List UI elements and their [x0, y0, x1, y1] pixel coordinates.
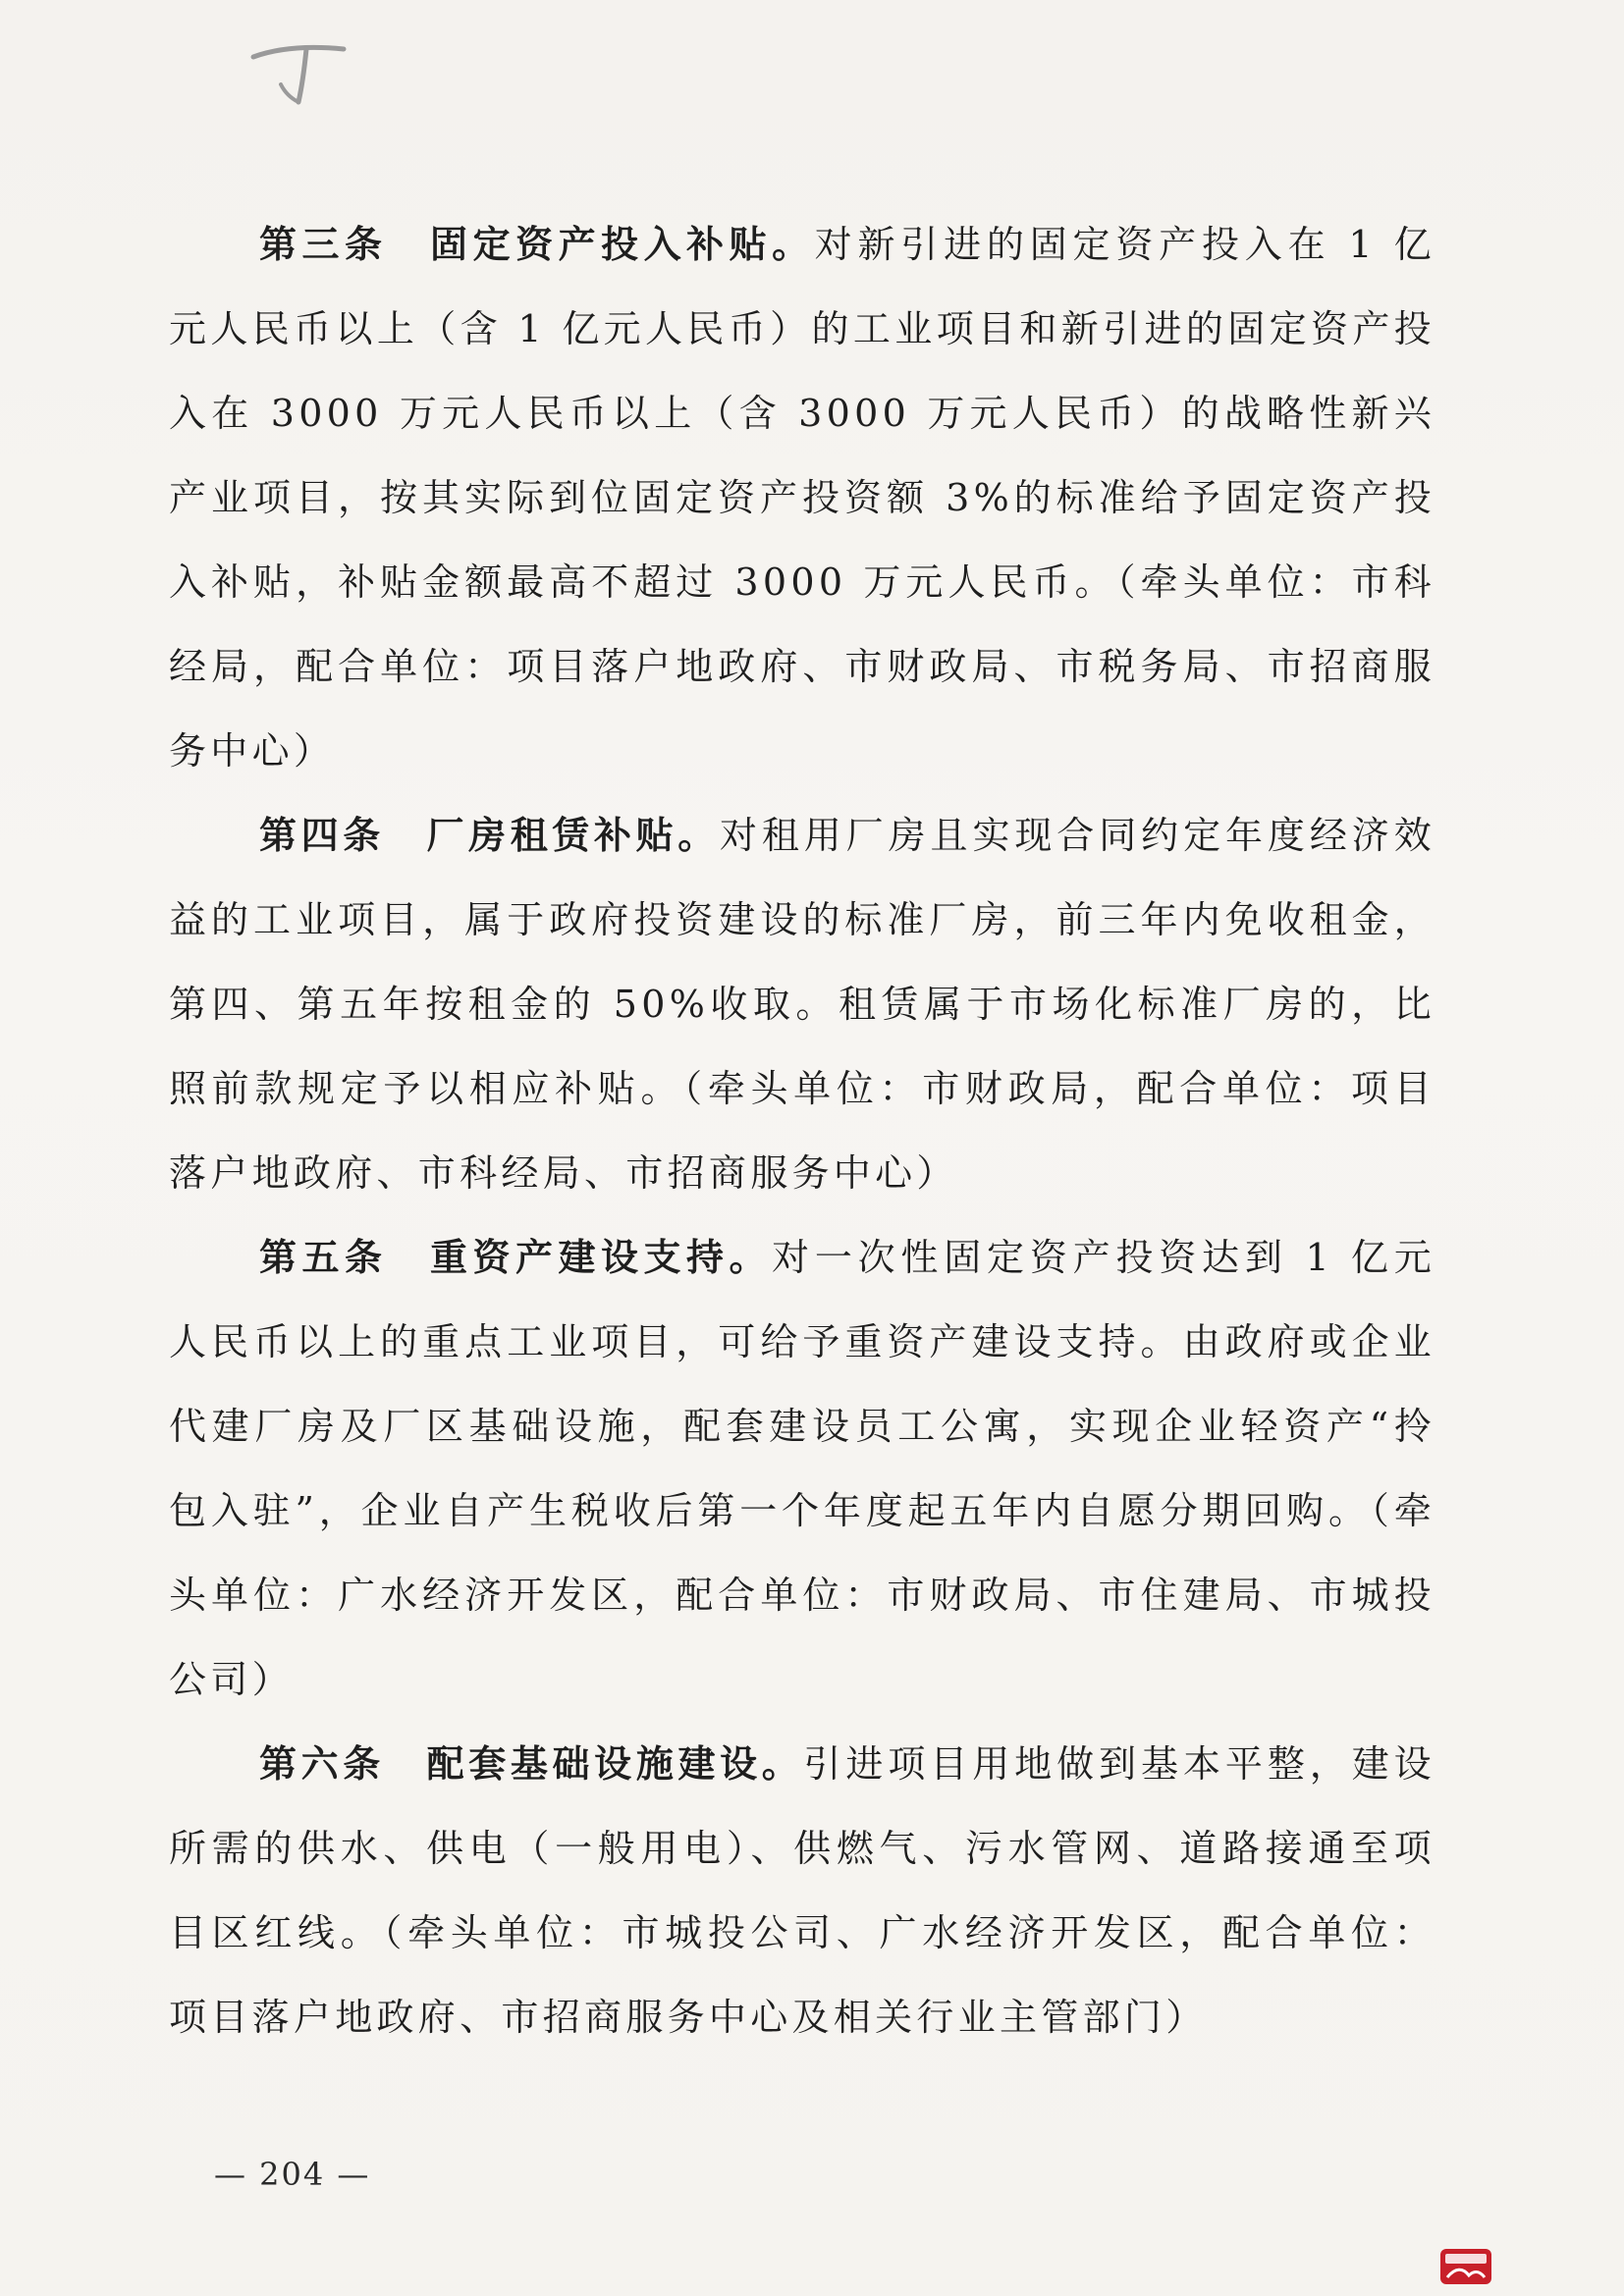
- handwritten-mark-icon: [245, 20, 353, 108]
- article-heading: 第三条 固定资产投入补贴。: [259, 222, 815, 266]
- article-heading: 第六条 配套基础设施建设。: [259, 1741, 804, 1786]
- article-body: 对一次性固定资产投资达到 1 亿元人民币以上的重点工业项目，可给予重资产建设支持。由政府或企业代建厂房及厂区基础设施，配套建设员工公寓，实现企业轻资产“拎包入驻”，企业自产生税收后第一个年度起五年内自愿分期回购。（牵头单位：广水经济开发区，配合单位：市财政局、市住建局、市城投公司）: [169, 1236, 1435, 1701]
- article-heading: 第五条 重资产建设支持。: [259, 1235, 773, 1279]
- watermark-logo-icon: [1439, 2248, 1492, 2285]
- article-3: [169, 202, 1435, 793]
- page-number: — 204 —: [214, 2156, 371, 2193]
- article-body: 引进项目用地做到基本平整，建设所需的供水、供电（一般用电）、供燃气、污水管网、道路接通至项目区红线。（牵头单位：市城投公司、广水经济开发区，配合单位：项目落户地政府、市招商服务中心及相关行业主管部门）: [169, 1742, 1435, 2039]
- article-4: [169, 793, 1435, 1215]
- article-body: 对租用厂房且实现合同约定年度经济效益的工业项目，属于政府投资建设的标准厂房，前三年内免收租金，第四、第五年按租金的 50%收取。租赁属于市场化标准厂房的，比照前款规定予以相应补贴。（牵头单位：市财政局，配合单位：项目落户地政府、市科经局、市招商服务中心）: [169, 814, 1435, 1195]
- article-heading: 第四条 厂房租赁补贴。: [259, 813, 720, 857]
- article-body: 对新引进的固定资产投入在 1 亿元人民币以上（含 1 亿元人民币）的工业项目和新引进的固定资产投入在 3000 万元人民币以上（含 3000 万元人民币）的战略性新兴产业项目，按其实际到位固定资产投资额 3%的标准给予固定资产投入补贴，补贴金额最高不超过 3000 万元人民币。（牵头单位：市科经局，配合单位：项目落户地政府、市财政局、市税务局、市招商服务中心）: [169, 223, 1435, 773]
- article-6: [169, 1722, 1435, 2059]
- article-5: [169, 1215, 1435, 1722]
